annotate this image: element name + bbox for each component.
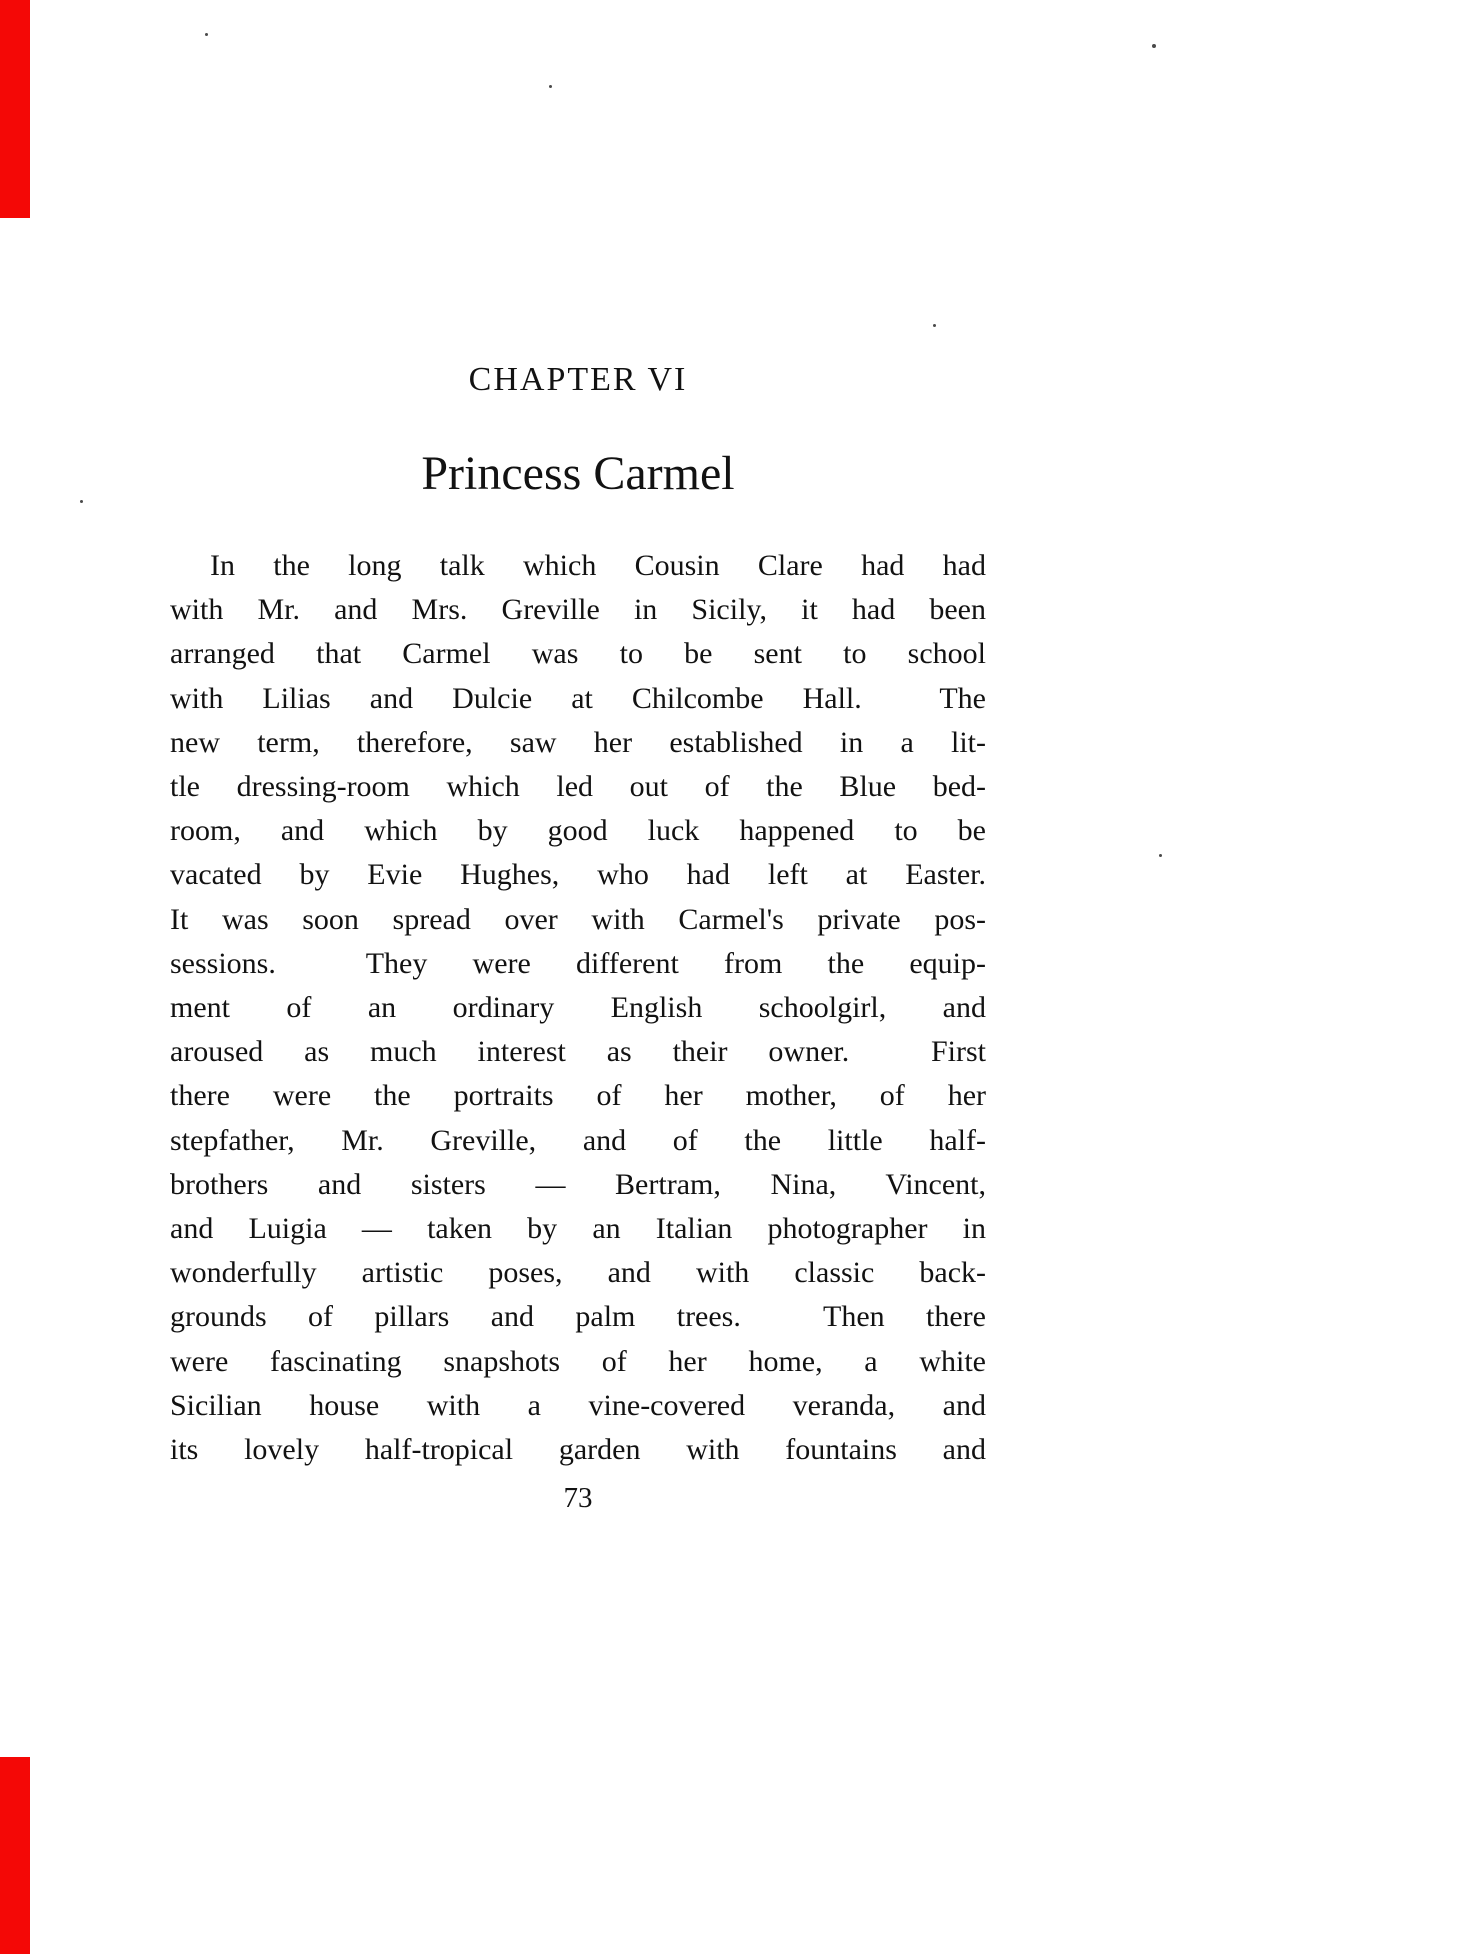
chapter-title: Princess Carmel — [421, 447, 735, 500]
paragraph-line: stepfather, Mr. Greville, and of the little half- — [170, 1123, 986, 1157]
chapter-heading: CHAPTER VI — [468, 361, 688, 398]
red-edge-mark-bottom — [0, 1757, 30, 1954]
page-number: 73 — [563, 1482, 593, 1515]
paragraph-line: there were the portraits of her mother, of her — [170, 1079, 986, 1113]
paragraph-line: were fascinating snapshots of her home, a white — [170, 1344, 986, 1378]
paragraph-line: room, and which by good luck happened to be — [170, 814, 986, 848]
red-edge-mark-top — [0, 0, 30, 218]
paragraph-line: Sicilian house with a vine-covered veranda, and — [170, 1388, 986, 1422]
paragraph-line: It was soon spread over with Carmel's private pos- — [170, 902, 986, 936]
paragraph-line: aroused as much interest as their owner. First — [170, 1035, 986, 1069]
paragraph-line: with Lilias and Dulcie at Chilcombe Hall. The — [170, 681, 986, 715]
paragraph-line: brothers and sisters — Bertram, Nina, Vincent, — [170, 1167, 986, 1201]
paragraph-line: with Mr. and Mrs. Greville in Sicily, it had been — [170, 593, 986, 627]
scan-speck — [1152, 44, 1156, 48]
scan-speck — [80, 500, 83, 503]
paragraph-line: sessions. They were different from the equip- — [170, 946, 986, 980]
page-content — [170, 0, 986, 1516]
paragraph-line: its lovely half-tropical garden with fountains and — [170, 1433, 986, 1467]
paragraph-line: and Luigia — taken by an Italian photographer in — [170, 1212, 986, 1246]
paragraph-line: wonderfully artistic poses, and with classic back- — [170, 1256, 986, 1290]
paragraph-line: In the long talk which Cousin Clare had had — [210, 549, 986, 582]
paragraph-line: new term, therefore, saw her established in a lit- — [170, 725, 986, 759]
paragraph-line: vacated by Evie Hughes, who had left at Easter. — [170, 858, 986, 892]
paragraph-line: arranged that Carmel was to be sent to school — [170, 637, 986, 671]
paragraph-line: grounds of pillars and palm trees. Then there — [170, 1300, 986, 1334]
paragraph — [170, 544, 986, 1472]
scan-speck — [1159, 854, 1162, 857]
paragraph-line: tle dressing-room which led out of the Blue bed- — [170, 770, 986, 804]
paragraph-line: ment of an ordinary English schoolgirl, and — [170, 991, 986, 1025]
